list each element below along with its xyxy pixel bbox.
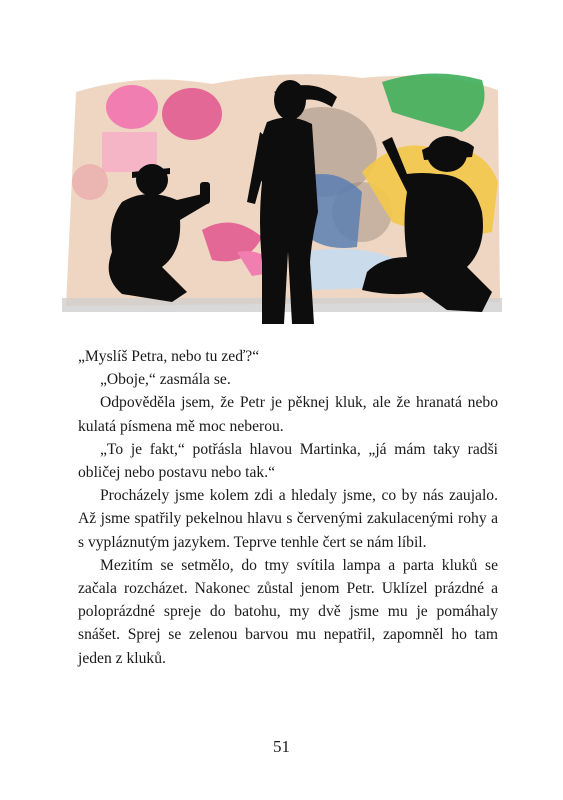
paragraph: „Myslíš Petra, nebo tu zeď?“ <box>78 348 260 365</box>
story-text <box>78 345 498 670</box>
paragraph: „Oboje,“ zasmála se. <box>100 371 231 389</box>
graffiti-illustration <box>62 62 502 330</box>
paragraph: Mezitím se setmělo, do tmy svítila lampa a parta kluků se začala rozcházet. Nakonec zůstal jenom Petr. Uklízel prázdné a poloprázdné spreje do batohu, my dvě jsme mu je pomáhaly snášet. Sprej se zelenou barvou mu nepatřil, zapomněl ho tam jeden z kluků. <box>78 556 498 667</box>
paragraph: Odpověděla jsem, že Petr je pěknej kluk, ale že hranatá nebo kulatá písmena mě moc neberou. <box>78 394 498 435</box>
page-number: 51 <box>273 737 290 756</box>
paragraph: Procházely jsme kolem zdi a hledaly jsme, co by nás zaujalo. Až jsme spatřily pekelnou hlavu s červenými zakulacenými rohy a s vypláznutým jazykem. Teprve tenhle čert se nám líbil. <box>78 487 498 551</box>
paragraph: „To je fakt,“ potřásla hlavou Martinka, „já mám taky radši obličej nebo postavu nebo tak.“ <box>78 440 498 482</box>
